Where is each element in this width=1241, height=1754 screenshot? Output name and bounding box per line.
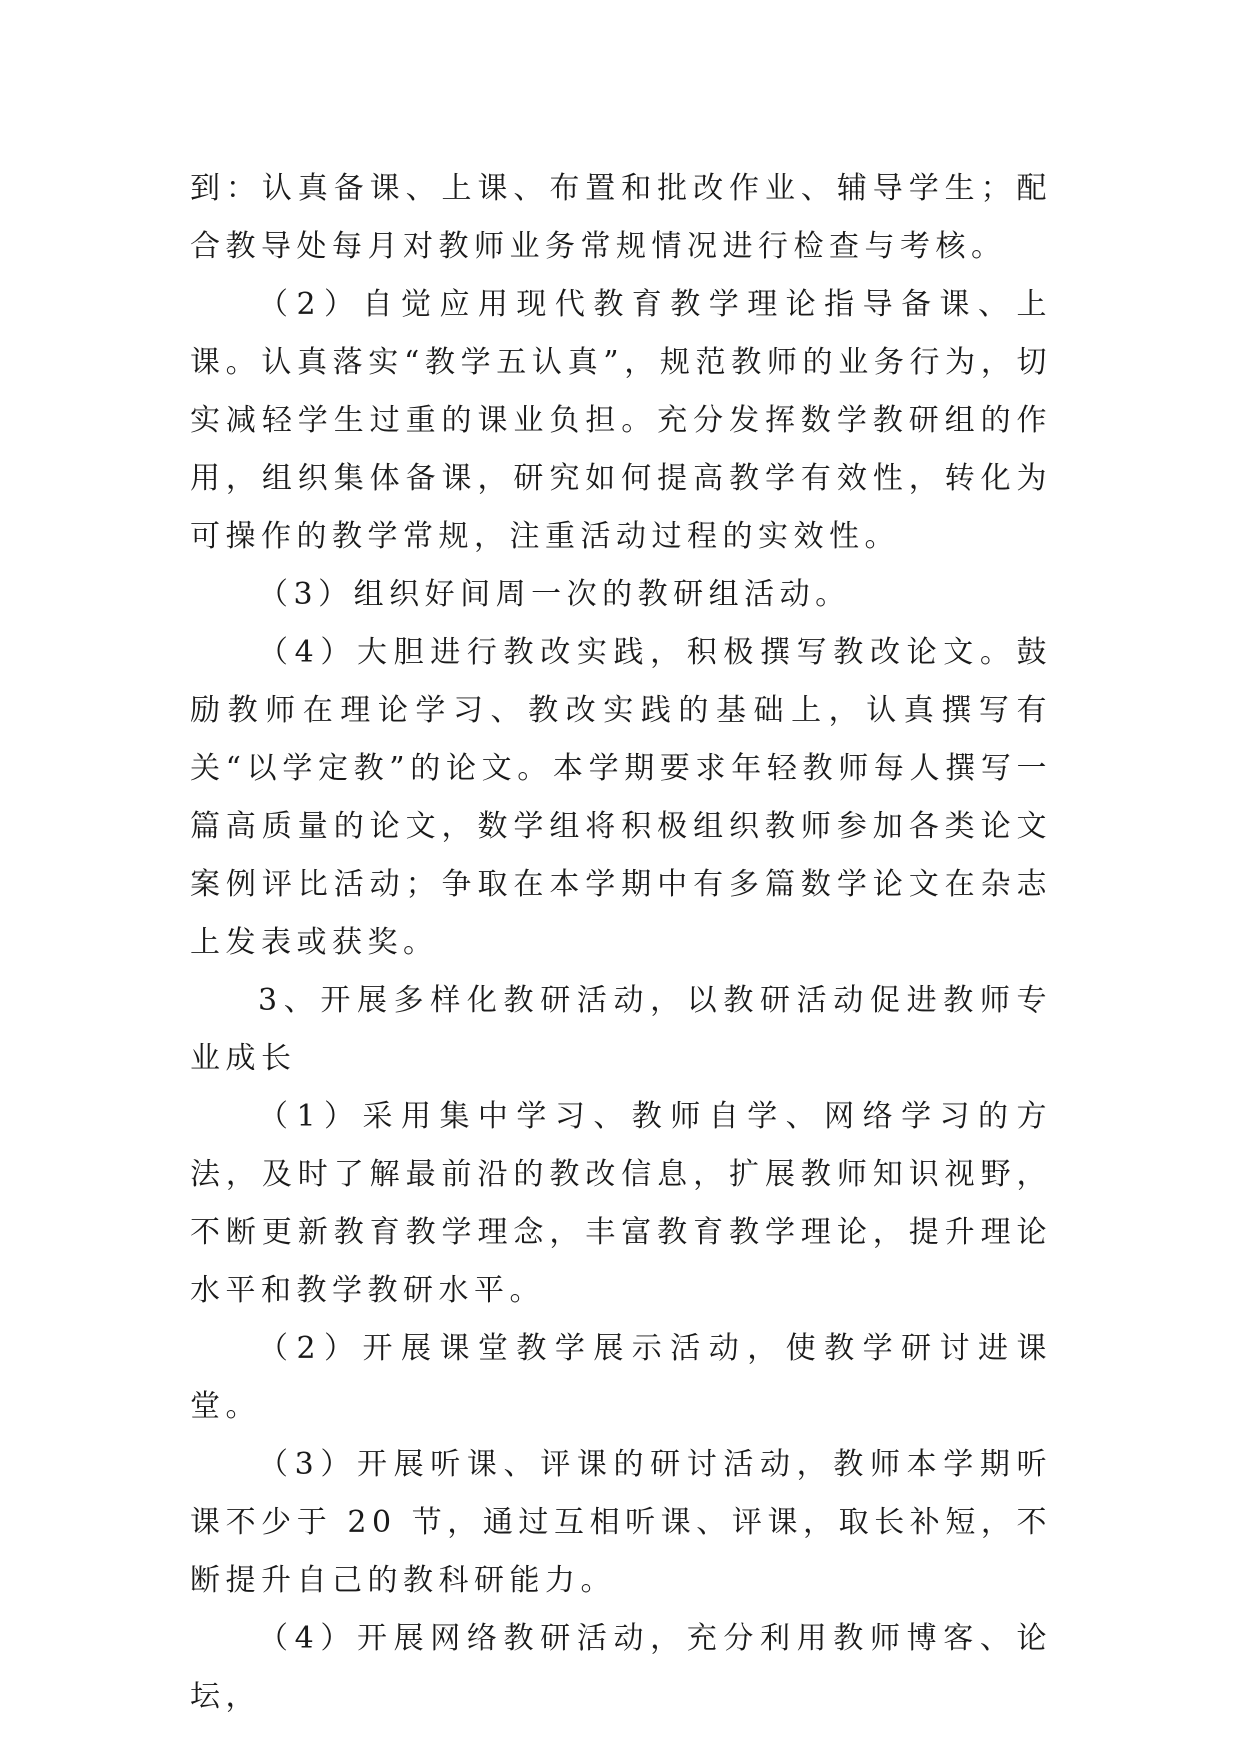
paragraph-4: （4）大胆进行教改实践，积极撰写教改论文。鼓励教师在理论学习、教改实践的基础上，认真撰写有关“以学定教”的论文。本学期要求年轻教师每人撰写一篇高质量的论文，数学组将积极组织教师参加各类论文案例评比活动；争取在本学期中有多篇数学论文在杂志上发表或获奖。 (190, 635, 1052, 960)
paragraph-6: （2）开展课堂教学展示活动，使教学研讨进课堂。 (190, 1331, 1052, 1424)
paragraph-5: （1）采用集中学习、教师自学、网络学习的方法，及时了解最前沿的教改信息，扩展教师知识视野，不断更新教育教学理念，丰富教育教学理论，提升理论水平和教学教研水平。 (190, 1099, 1052, 1308)
paragraph-3: （3）组织好间周一次的教研组活动。 (258, 577, 851, 612)
paragraph-2: （2）自觉应用现代教育教学理论指导备课、上课。认真落实“教学五认真”，规范教师的业务行为，切实减轻学生过重的课业负担。充分发挥数学教研组的作用，组织集体备课，研究如何提高教学有效性，转化为可操作的教学常规，注重活动过程的实效性。 (190, 287, 1052, 554)
section-heading-3: 3、开展多样化教研活动，以教研活动促进教师专业成长 (190, 983, 1052, 1076)
paragraph-1: 到：认真备课、上课、布置和批改作业、辅导学生；配合教导处每月对教师业务常规情况进行检查与考核。 (190, 171, 1052, 264)
document-body (190, 160, 1052, 1726)
paragraph-8: （4）开展网络教研活动，充分利用教师博客、论坛， (190, 1621, 1052, 1714)
paragraph-7: （3）开展听课、评课的研讨活动，教师本学期听课不少于 20 节，通过互相听课、评课，取长补短，不断提升自己的教科研能力。 (190, 1447, 1052, 1598)
